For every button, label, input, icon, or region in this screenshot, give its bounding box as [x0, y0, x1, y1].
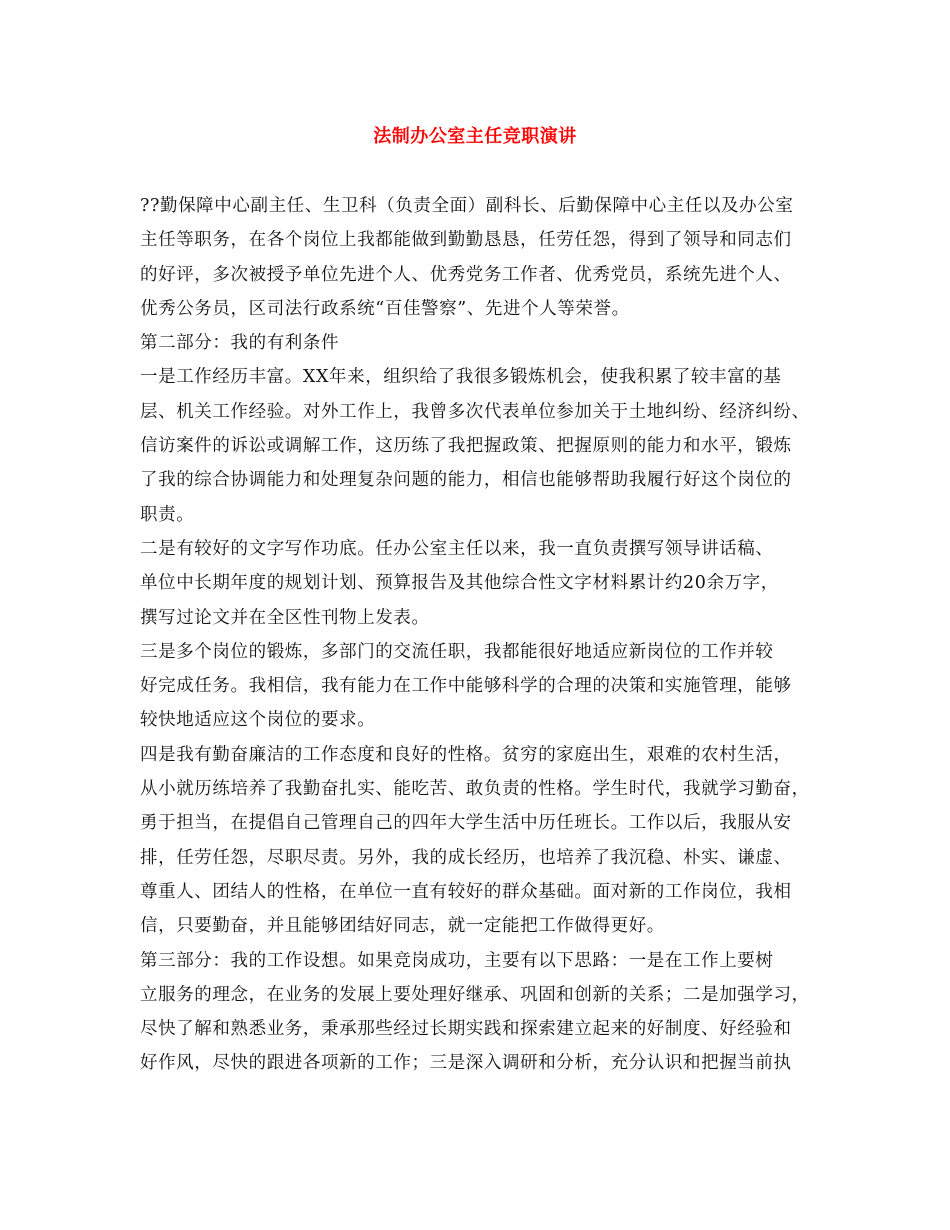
document-title: 法制办公室主任竞职演讲	[373, 126, 577, 147]
body-line: 的好评，多次被授予单位先进个人、优秀党务工作者、优秀党员，系统先进个人、	[140, 264, 792, 285]
body-line: 尽快了解和熟悉业务，秉承那些经过长期实践和探索建立起来的好制度、好经验和	[140, 1019, 792, 1040]
body-line: 四是我有勤奋廉洁的工作态度和良好的性格。贫穷的家庭出生，艰难的农村生活，	[140, 744, 792, 765]
body-line: 主任等职务，在各个岗位上我都能做到勤勤恳恳，任劳任怨，得到了领导和同志们	[140, 230, 792, 251]
section-heading: 第三部分：我的工作设想。如果竞岗成功，主要有以下思路：一是在工作上要树	[140, 950, 774, 971]
body-line: 优秀公务员，区司法行政系统“百佳警察”、先进个人等荣誉。	[140, 298, 630, 319]
body-line: 好作风，尽快的跟进各项新的工作；三是深入调研和分析，充分认识和把握当前执	[140, 1053, 792, 1074]
body-line: ??勤保障中心副主任、生卫科（负责全面）副科长、后勤保障中心主任以及办公室	[140, 196, 794, 216]
body-line: 三是多个岗位的锻炼，多部门的交流任职，我都能很好地适应新岗位的工作并较	[140, 641, 774, 662]
body-line: 好完成任务。我相信，我有能力在工作中能够科学的合理的决策和实施管理，能够	[140, 676, 792, 697]
body-line: 撰写过论文并在全区性刊物上发表。	[140, 607, 430, 628]
body-line: 一是工作经历丰富。XX年来，组织给了我很多锻炼机会，使我积累了较丰富的基	[140, 367, 782, 388]
body-line: 从小就历练培养了我勤奋扎实、能吃苦、敢负责的性格。学生时代，我就学习勤奋，	[140, 779, 810, 800]
body-line: 单位中长期年度的规划计划、预算报告及其他综合性文字材料累计约20余万字，	[140, 573, 779, 594]
body-line: 信，只要勤奋，并且能够团结好同志，就一定能把工作做得更好。	[140, 916, 665, 937]
body-line: 尊重人、团结人的性格，在单位一直有较好的群众基础。面对新的工作岗位，我相	[140, 881, 792, 902]
body-line: 层、机关工作经验。对外工作上，我曾多次代表单位参加关于土地纠纷、经济纠纷、	[140, 401, 810, 422]
body-line: 勇于担当，在提倡自己管理自己的四年大学生活中历任班长。工作以后，我服从安	[140, 813, 792, 834]
section-heading: 第二部分：我的有利条件	[140, 333, 340, 354]
body-line: 职责。	[140, 504, 195, 525]
document-body	[140, 189, 820, 1081]
body-line: 了我的综合协调能力和处理复杂问题的能力，相信也能够帮助我履行好这个岗位的	[140, 470, 792, 491]
body-line: 信访案件的诉讼或调解工作，这历练了我把握政策、把握原则的能力和水平，锻炼	[140, 436, 792, 457]
body-line: 较快地适应这个岗位的要求。	[140, 710, 376, 731]
body-line: 立服务的理念，在业务的发展上要处理好继承、巩固和创新的关系；二是加强学习，	[140, 984, 810, 1005]
body-line: 排，任劳任怨，尽职尽责。另外，我的成长经历，也培养了我沉稳、朴实、谦虚、	[140, 847, 792, 868]
body-line: 二是有较好的文字写作功底。任办公室主任以来，我一直负责撰写领导讲话稿、	[140, 538, 774, 559]
